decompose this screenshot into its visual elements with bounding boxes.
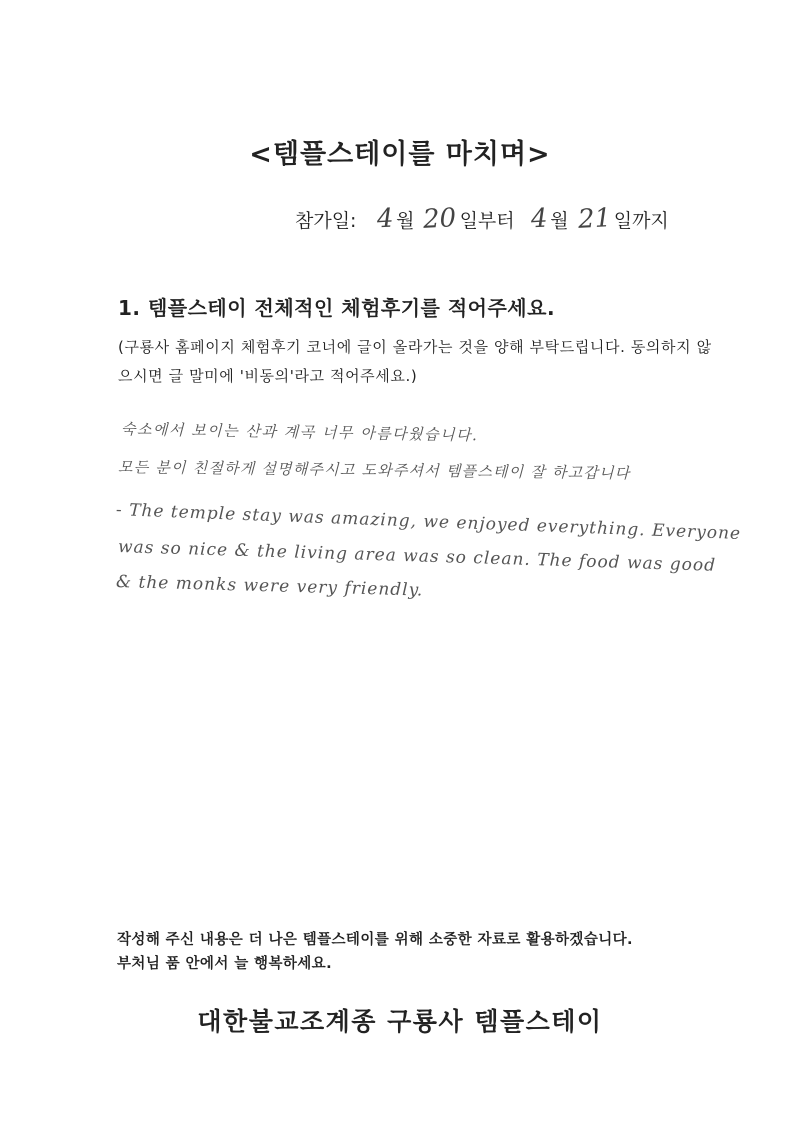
question-heading: 1. 템플스테이 전체적인 체험후기를 적어주세요. [118, 296, 556, 320]
end-month: 4 [529, 203, 548, 235]
month-unit-2: 월 [550, 210, 569, 232]
handwritten-english-line-1: - The temple stay was amazing, we enjoyed everything. Everyone [115, 500, 742, 545]
organization-name: 대한불교조계종 구룡사 템플스테이 [197, 1007, 603, 1036]
page-title: <템플스테이를 마치며> [249, 139, 551, 170]
handwritten-english-line-2: was so nice & the living area was so clean. The food was good [117, 537, 717, 576]
handwritten-english-line-3: & the monks were very friendly. [115, 572, 424, 601]
footer-note [117, 928, 633, 976]
day-to-label: 일까지 [613, 210, 669, 232]
end-day: 21 [576, 203, 612, 235]
start-month: 4 [375, 203, 394, 235]
participation-date-row [295, 204, 669, 234]
day-from-label: 일부터 [459, 210, 515, 232]
footer-line-2: 부처님 품 안에서 늘 행복하세요. [117, 956, 332, 972]
month-unit-1: 월 [396, 210, 415, 232]
footer-line-1: 작성해 주신 내용은 더 나은 템플스테이를 위해 소중한 자료로 활용하겠습니다. [117, 932, 633, 948]
start-day: 20 [422, 203, 458, 235]
handwritten-korean-line-2: 모든 분이 친절하게 설명해주시고 도와주셔서 템플스테이 잘 하고갑니다 [117, 458, 631, 483]
participation-label: 참가일: [295, 210, 357, 232]
handwritten-korean-line-1: 숙소에서 보이는 산과 계곡 너무 아름다웠습니다. [120, 420, 479, 445]
question-note: (구룡사 홈페이지 체험후기 코너에 글이 올라가는 것을 양해 부탁드립니다. 동의하지 않으시면 글 말미에 '비동의'라고 적어주세요.) [118, 338, 712, 385]
